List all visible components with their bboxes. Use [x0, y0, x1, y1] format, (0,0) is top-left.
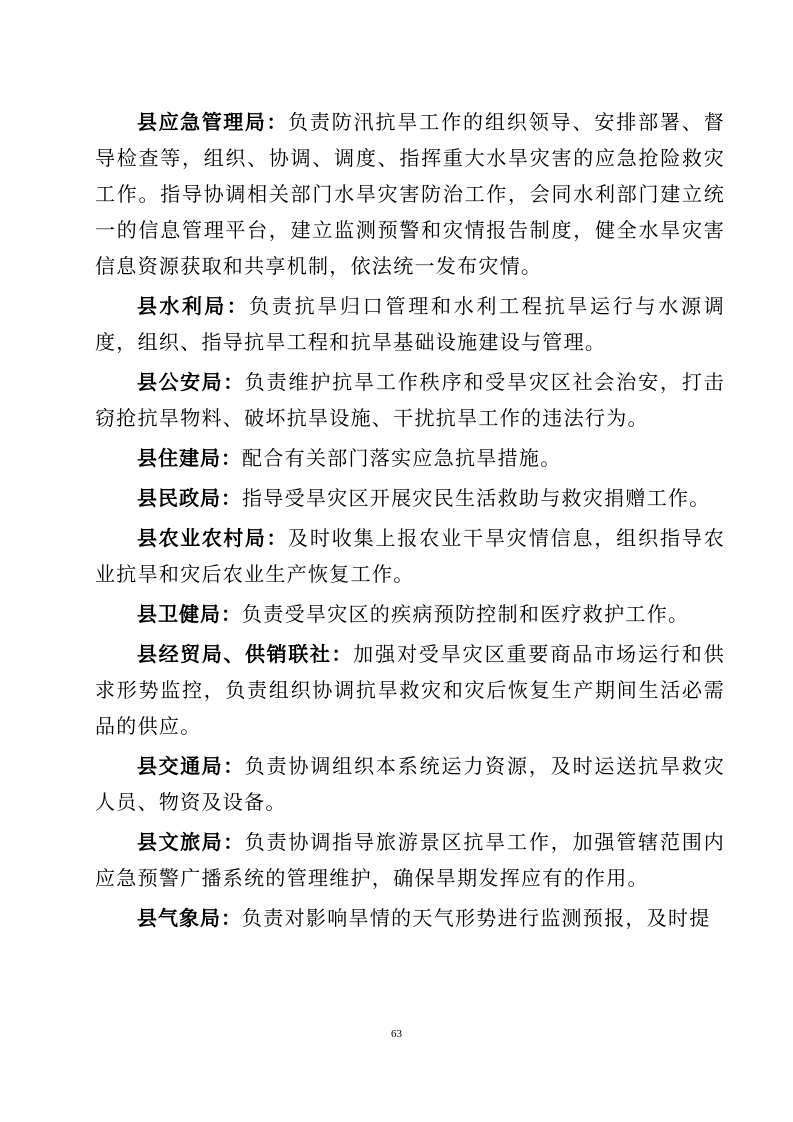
department-name: 县文旅局：: [137, 830, 245, 854]
department-name: 县气象局：: [137, 906, 242, 930]
department-duties: 指导受旱灾区开展灾民生活救助与救灾捐赠工作。: [242, 486, 711, 510]
department-duties: 负责抗旱归口管理和水利工程抗旱运行与水源调度，组织、指导抗旱工程和抗旱基础设施建设与管理。: [95, 294, 725, 354]
department-name: 县经贸局、供销联社：: [137, 642, 354, 666]
department-duties: 负责协调指导旅游景区抗旱工作，加强管辖范围内应急预警广播系统的管理维护，确保旱期发挥应有的作用。: [95, 830, 726, 890]
department-duties: 配合有关部门落实应急抗旱措施。: [242, 446, 562, 470]
department-name: 县应急管理局：: [137, 110, 289, 134]
department-duties: 及时收集上报农业干旱灾情信息，组织指导农业抗旱和灾后农业生产恢复工作。: [95, 526, 726, 586]
department-name: 县住建局：: [137, 446, 242, 470]
paragraph-housing-bureau: [95, 440, 725, 476]
paragraph-meteorological-bureau: [95, 900, 725, 936]
department-duties: 加强对受旱灾区重要商品市场运行和供求形势监控，负责组织协调抗旱救灾和灾后恢复生产期间生活必需品的供应。: [95, 642, 726, 738]
department-name: 县水利局：: [137, 294, 250, 318]
department-duties: 负责对影响旱情的天气形势进行监测预报，及时提: [242, 906, 711, 930]
paragraph-trade-bureau: [95, 636, 725, 744]
paragraph-civil-affairs-bureau: [95, 480, 725, 516]
department-name: 县农业农村局：: [137, 526, 289, 550]
paragraph-agriculture-bureau: [95, 520, 725, 592]
department-name: 县卫健局：: [137, 602, 242, 626]
paragraph-health-bureau: [95, 596, 725, 632]
department-name: 县民政局：: [137, 486, 242, 510]
department-duties: 负责维护抗旱工作秩序和受旱灾区社会治安，打击窃抢抗旱物料、破坏抗旱设施、干扰抗旱工作的违法行为。: [95, 370, 726, 430]
page-number: 63: [391, 1028, 402, 1040]
department-name: 县交通局：: [137, 754, 245, 778]
paragraph-transport-bureau: [95, 748, 725, 820]
department-name: 县公安局：: [137, 370, 245, 394]
department-duties: 负责防汛抗旱工作的组织领导、安排部署、督导检查等，组织、协调、调度、指挥重大水旱灾害的应急抢险救灾工作。指导协调相关部门水旱灾害防治工作，会同水利部门建立统一的信息管理平台，建立监测预警和灾情报告制度，健全水旱灾害信息资源获取和共享机制，依法统一发布灾情。: [95, 110, 726, 278]
paragraph-emergency-bureau: [95, 104, 725, 284]
paragraph-culture-tourism-bureau: [95, 824, 725, 896]
paragraph-public-security-bureau: [95, 364, 725, 436]
department-duties: 负责受旱灾区的疾病预防控制和医疗救护工作。: [242, 602, 690, 626]
paragraph-water-bureau: [95, 288, 725, 360]
document-body: [95, 104, 725, 940]
department-duties: 负责协调组织本系统运力资源，及时运送抗旱救灾人员、物资及设备。: [95, 754, 726, 814]
